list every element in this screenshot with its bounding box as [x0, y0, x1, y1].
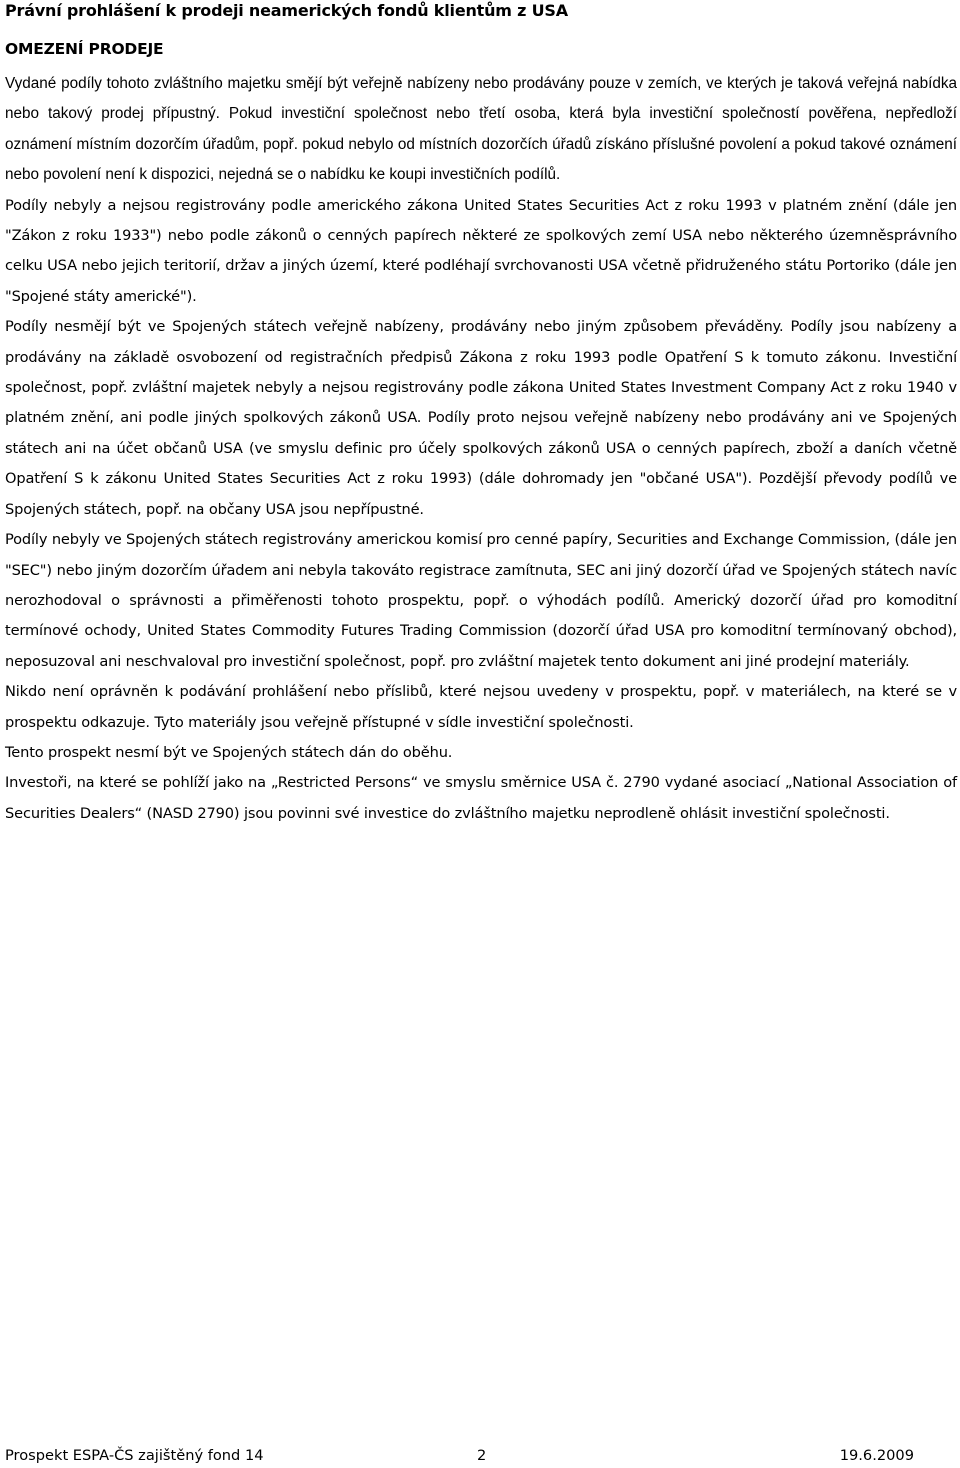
section-heading: OMEZENÍ PRODEJE [5, 40, 164, 58]
paragraph-public-offering: Vydané podíly tohoto zvláštního majetku smějí být veřejně nabízeny nebo prodávány pouze v zemích, ve kterých je taková veřejná nabídka nebo takový prodej přípustný. Pokud investiční společnost nebo třetí osoba, která byla investiční společností pověřena, nepředloží oznámení místním dozorčím úřadům, popř. pokud nebylo od místních dozorčích úřadů získáno příslušné povolení a pokud takové oznámení nebo povolení není k dispozici, nejedná se o nabídku ke koupi investičních podílů. [5, 75, 957, 184]
footer-page-number: 2 [477, 1447, 487, 1464]
paragraph-representations: Nikdo není oprávněn k podávání prohlášení nebo příslibů, které nejsou uvedeny v prospektu, popř. v materiálech, na které se v prospektu odkazuje. Tyto materiály jsou veřejně přístupné v sídle investiční společnosti. [5, 683, 957, 731]
paragraph-sec-registration: Podíly nebyly ve Spojených státech registrovány americkou komisí pro cenné papíry, Securities and Exchange Commission, (dále jen "SEC") nebo jiným dozorčím úřadem ani nebyla takováto registrace zamítnuta, SEC ani jiný dozorčí úřad ve Spojených státech navíc nerozhodoval o správnosti a přiměřenosti tohoto prospektu, popř. o výhodách podílů. Americký dozorčí úřad pro komoditní termínové ochody, United States Commodity Futures Trading Commission (dozorčí úřad USA pro komoditní termínovaný obchod), neposuzoval ani neschvaloval pro investiční společnost, popř. pro zvláštní majetek tento dokument ani jiné prodejní materiály. [5, 531, 957, 670]
footer-date: 19.6.2009 [839, 1447, 914, 1464]
document-title: Právní prohlášení k prodeji neamerických fondů klientům z USA [5, 1, 568, 20]
paragraph-circulation: Tento prospekt nesmí být ve Spojených státech dán do oběhu. [5, 743, 453, 761]
paragraph-transfer-restrictions: Podíly nesmějí být ve Spojených státech veřejně nabízeny, prodávány nebo jiným způsobem převáděny. Podíly jsou nabízeny a prodávány na základě osvobození od registračních předpisů Zákona z roku 1993 podle Opatření S k tomuto zákonu. Investiční společnost, popř. zvláštní majetek nebyly a nejsou registrovány podle zákona United States Investment Company Act z roku 1940 v platném znění, ani podle jiných spolkových zákonů USA. Podíly proto nejsou veřejně nabízeny nebo prodávány ani ve Spojených státech ani na účet občanů USA (ve smyslu definic pro účely spolkových zákonů USA o cenných papírech, zboží a daních včetně Opatření S k zákonu United States Securities Act z roku 1993) (dále dohromady jen "občané USA"). Pozdější převody podílů ve Spojených státech, popř. na občany USA jsou nepřípustné. [5, 318, 957, 518]
paragraph-restricted-persons: Investoři, na které se pohlíží jako na „Restricted Persons“ ve smyslu směrnice USA č. 2790 vydané asociací „National Association of Securities Dealers“ (NASD 2790) jsou povinni své investice do zvláštního majetku neprodleně ohlásit investiční společnosti. [5, 774, 957, 822]
footer-document-name: Prospekt ESPA-ČS zajištěný fond 14 [5, 1447, 264, 1464]
page-footer [5, 1446, 914, 1466]
document-page [5, 0, 957, 829]
paragraph-registration: Podíly nebyly a nejsou registrovány podle amerického zákona United States Securities Act z roku 1993 v platném znění (dále jen "Zákon z roku 1933") nebo podle zákonů o cenných papírech některé ze spolkových zemí USA nebo některého územněsprávního celku USA nebo jejich teritorií, držav a jiných území, které podléhají svrchovanosti USA včetně přidruženého státu Portoriko (dále jen "Spojené státy americké"). [5, 196, 957, 305]
